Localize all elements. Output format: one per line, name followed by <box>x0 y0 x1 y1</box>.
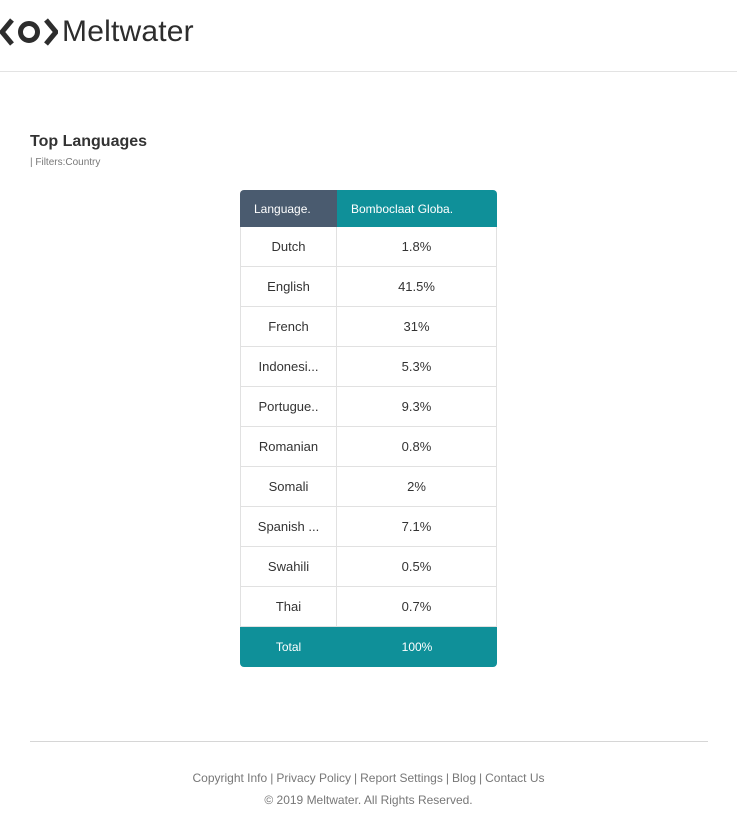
language-cell: Romanian <box>240 427 337 467</box>
table-row <box>240 547 497 587</box>
table-row <box>240 507 497 547</box>
column-header-value: Bomboclaat Globa. <box>337 190 497 227</box>
footer-link-report-settings[interactable]: Report Settings <box>360 771 443 785</box>
languages-table <box>240 190 497 667</box>
table-header-row <box>240 190 497 227</box>
table-row <box>240 227 497 267</box>
value-cell: 31% <box>337 307 497 347</box>
table-row <box>240 387 497 427</box>
value-cell: 1.8% <box>337 227 497 267</box>
table-total-row <box>240 627 497 667</box>
value-cell: 7.1% <box>337 507 497 547</box>
brand-name: Meltwater <box>62 15 194 48</box>
footer-divider <box>30 741 708 742</box>
language-cell: Indonesi... <box>240 347 337 387</box>
meltwater-logo[interactable] <box>0 14 194 50</box>
language-cell: Spanish ... <box>240 507 337 547</box>
language-cell: French <box>240 307 337 347</box>
table-row <box>240 467 497 507</box>
meltwater-logo-icon <box>0 17 58 47</box>
table-row <box>240 427 497 467</box>
language-cell: English <box>240 267 337 307</box>
language-cell: Dutch <box>240 227 337 267</box>
language-cell: Swahili <box>240 547 337 587</box>
section-title: Top Languages <box>30 133 148 150</box>
value-cell: 9.3% <box>337 387 497 427</box>
value-cell: 2% <box>337 467 497 507</box>
total-value: 100% <box>401 640 433 654</box>
language-cell: Portugue.. <box>240 387 337 427</box>
table-row <box>240 307 497 347</box>
table-row <box>240 347 497 387</box>
copyright-text: © 2019 Meltwater. All Rights Reserved. <box>264 793 473 807</box>
value-cell: 0.8% <box>337 427 497 467</box>
value-cell: 0.5% <box>337 547 497 587</box>
language-cell: Somali <box>240 467 337 507</box>
value-cell: 41.5% <box>337 267 497 307</box>
value-cell: 5.3% <box>337 347 497 387</box>
table-row <box>240 267 497 307</box>
footer-link-contact-us[interactable]: Contact Us <box>485 771 545 785</box>
footer-link-copyright-info[interactable]: Copyright Info <box>192 771 268 785</box>
footer-links: Copyright Info | Privacy Policy | Report Settings | Blog | Contact Us <box>192 771 545 785</box>
value-cell: 0.7% <box>337 587 497 627</box>
footer-link-privacy-policy[interactable]: Privacy Policy <box>276 771 352 785</box>
section-subtitle: | Filters:Country <box>30 157 101 168</box>
column-header-language: Language. <box>240 190 337 227</box>
total-label: Total <box>275 640 302 654</box>
table-row <box>240 587 497 627</box>
page-header <box>0 0 737 72</box>
footer-link-blog[interactable]: Blog <box>451 771 477 785</box>
language-cell: Thai <box>240 587 337 627</box>
